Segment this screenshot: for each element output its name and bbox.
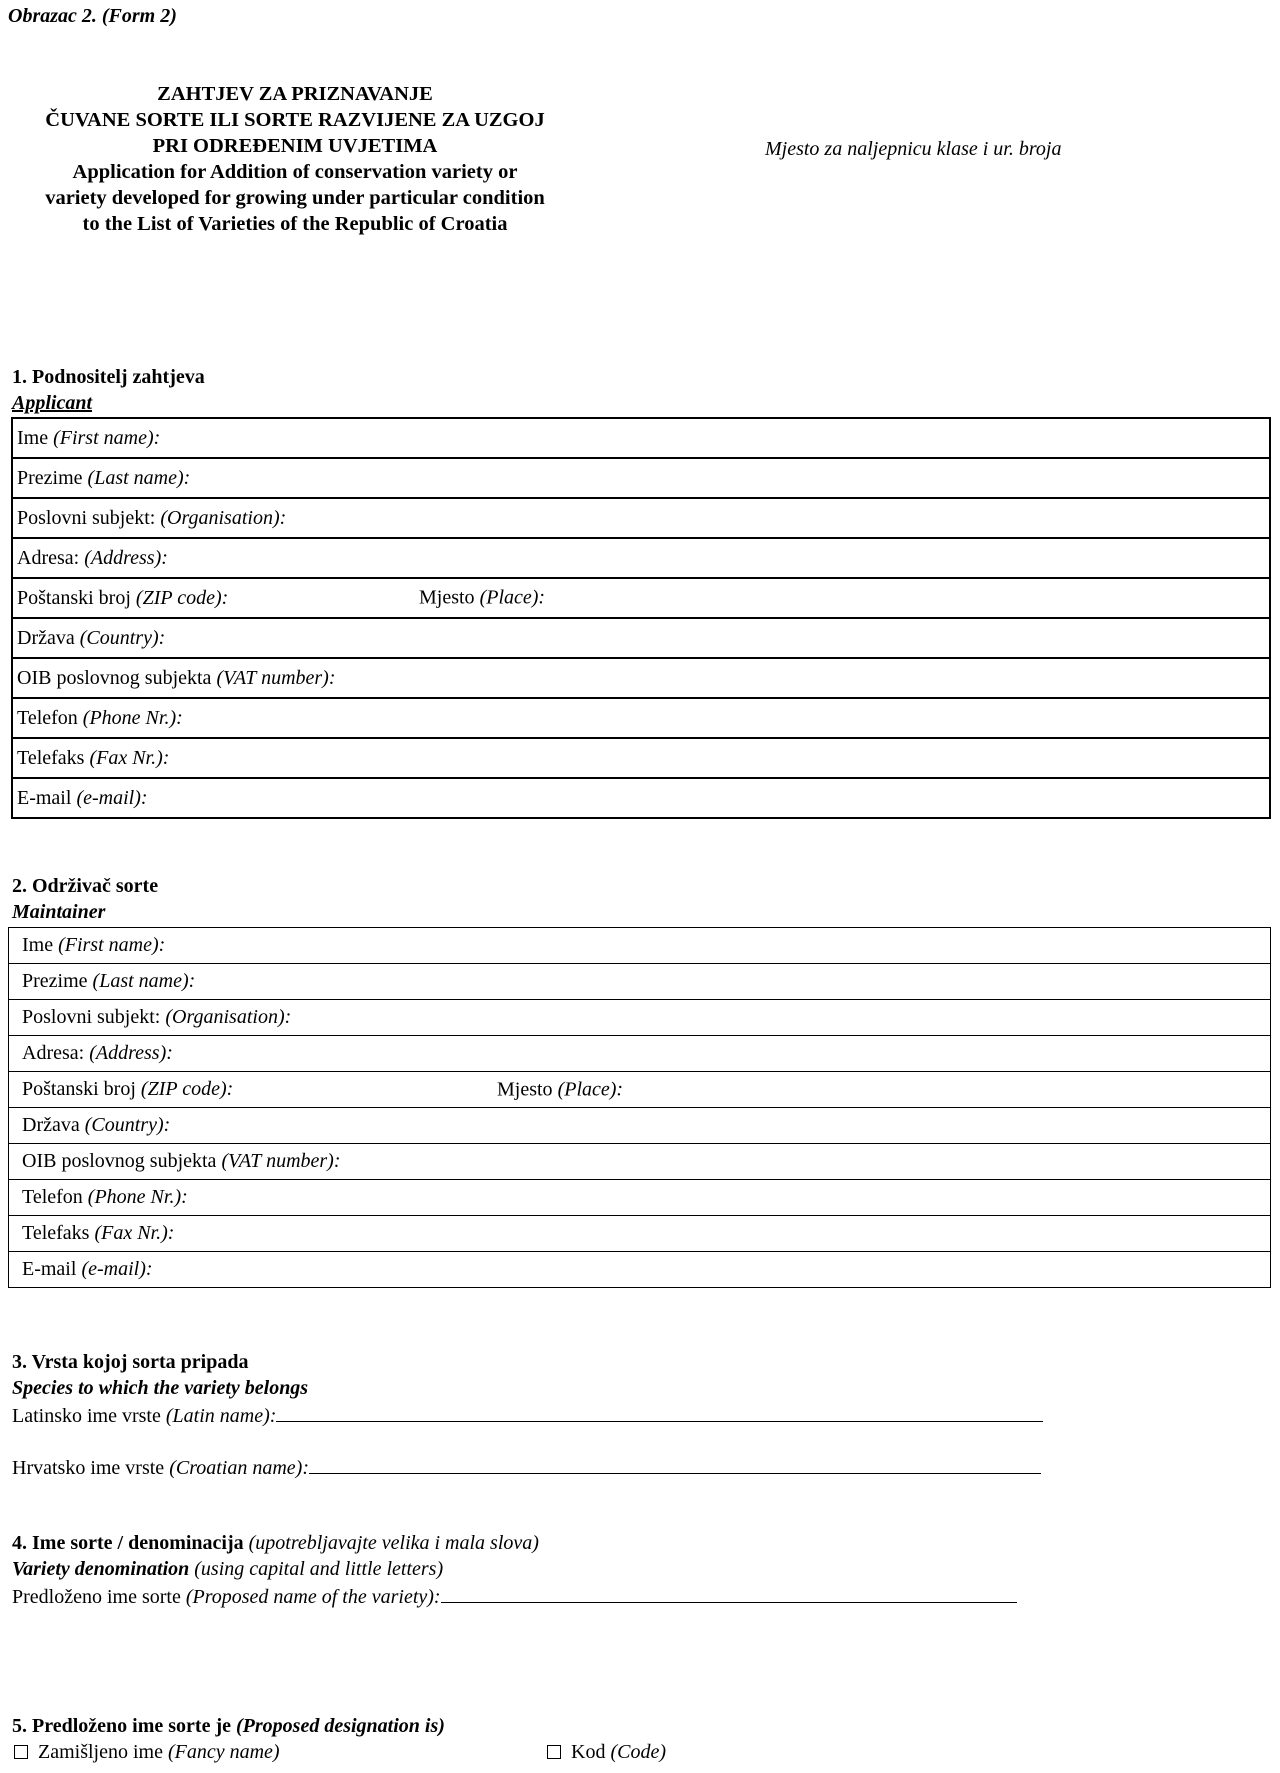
field-label-en: (Organisation): xyxy=(165,1006,292,1028)
form-row xyxy=(12,618,1270,658)
place-field[interactable] xyxy=(497,1078,623,1101)
code-option[interactable] xyxy=(547,1741,666,1764)
field-label: Telefaks xyxy=(22,1222,90,1244)
form-field[interactable] xyxy=(12,738,1270,778)
form-row xyxy=(9,1180,1271,1216)
section4-heading-note: (upotrebljavajte velika i mala slova) xyxy=(248,1532,539,1554)
document-title xyxy=(0,81,590,237)
croatian-name-field[interactable] xyxy=(12,1455,1041,1480)
applicant-table xyxy=(11,417,1271,819)
form-field[interactable] xyxy=(9,964,1271,1000)
field-label-en: (Place): xyxy=(479,586,546,609)
form-field[interactable] xyxy=(9,1144,1271,1180)
croatian-name-line[interactable] xyxy=(309,1455,1041,1474)
section4-subheading: Variety denomination xyxy=(12,1558,190,1580)
croatian-name-label: Hrvatsko ime vrste xyxy=(12,1457,165,1479)
form-row xyxy=(9,1108,1271,1144)
form-field[interactable] xyxy=(9,1216,1271,1252)
form-row xyxy=(9,1252,1271,1288)
section1-subheading: Applicant xyxy=(12,392,93,414)
form-field[interactable] xyxy=(9,928,1271,964)
form-field[interactable] xyxy=(12,418,1270,458)
field-label: Ime xyxy=(17,426,49,449)
title-line: to the List of Varieties of the Republic of Croatia xyxy=(82,213,508,235)
section4-subheading-note: (using capital and little letters) xyxy=(194,1558,444,1580)
field-label-en: (ZIP code): xyxy=(140,1078,234,1100)
field-label: Prezime xyxy=(17,466,83,489)
field-label: Država xyxy=(22,1114,80,1136)
field-label: Ime xyxy=(22,934,54,956)
form-row xyxy=(12,418,1270,458)
form-field[interactable] xyxy=(12,778,1270,818)
form-row xyxy=(9,1036,1271,1072)
form-row xyxy=(12,538,1270,578)
form-field[interactable] xyxy=(12,658,1270,698)
field-label: Poslovni subjekt: xyxy=(17,506,156,529)
title-line: PRI ODREĐENIM UVJETIMA xyxy=(152,135,438,157)
form-row xyxy=(12,498,1270,538)
fancy-name-label: Zamišljeno ime xyxy=(38,1741,163,1763)
field-label-en: (Address): xyxy=(89,1042,173,1064)
title-line: ČUVANE SORTE ILI SORTE RAZVIJENE ZA UZGOJ xyxy=(45,109,545,131)
form-field[interactable] xyxy=(12,618,1270,658)
latin-name-label: Latinsko ime vrste xyxy=(12,1405,161,1427)
form-row xyxy=(9,964,1271,1000)
section3-subheading: Species to which the variety belongs xyxy=(12,1377,309,1399)
form-field[interactable] xyxy=(12,538,1270,578)
fancy-name-option[interactable] xyxy=(14,1741,280,1764)
field-label: Prezime xyxy=(22,970,88,992)
form-field[interactable] xyxy=(12,498,1270,538)
latin-name-field[interactable] xyxy=(12,1403,1043,1428)
field-label: Telefon xyxy=(22,1186,83,1208)
form-row xyxy=(12,778,1270,818)
code-checkbox[interactable] xyxy=(547,1745,561,1759)
field-label-en: (Organisation): xyxy=(160,506,287,529)
section3-heading: 3. Vrsta kojoj sorta pripada xyxy=(12,1351,249,1373)
field-label-en: (ZIP code): xyxy=(135,586,229,609)
latin-name-label-en: (Latin name): xyxy=(165,1405,277,1427)
field-label: Država xyxy=(17,626,75,649)
title-line: variety developed for growing under particular condition xyxy=(45,187,545,209)
code-label: Kod xyxy=(571,1741,606,1763)
maintainer-table xyxy=(8,927,1271,1288)
field-label-en: (First name): xyxy=(53,426,161,449)
form-field[interactable] xyxy=(12,578,1270,618)
field-label-en: (Phone Nr.): xyxy=(82,706,183,729)
place-field[interactable] xyxy=(419,587,545,610)
field-label: Telefaks xyxy=(17,746,85,769)
latin-name-line[interactable] xyxy=(276,1403,1043,1422)
field-label-en: (VAT number): xyxy=(216,666,336,689)
form-row xyxy=(12,698,1270,738)
field-label: Telefon xyxy=(17,706,78,729)
field-label-en: (Fax Nr.): xyxy=(89,746,170,769)
form-row xyxy=(9,928,1271,964)
field-label-en: (VAT number): xyxy=(221,1150,341,1172)
field-label: OIB poslovnog subjekta xyxy=(22,1150,217,1172)
section4-subheading-row xyxy=(12,1558,443,1581)
field-label-en: (Address): xyxy=(84,546,168,569)
form-row xyxy=(12,658,1270,698)
field-label-en: (Country): xyxy=(79,626,166,649)
form-label: Obrazac 2. (Form 2) xyxy=(8,5,177,27)
form-field[interactable] xyxy=(12,458,1270,498)
field-label: E-mail xyxy=(22,1258,77,1280)
form-field[interactable] xyxy=(9,1180,1271,1216)
field-label: Poslovni subjekt: xyxy=(22,1006,161,1028)
section4-heading-row xyxy=(12,1532,539,1555)
croatian-name-label-en: (Croatian name): xyxy=(169,1457,309,1479)
form-field[interactable] xyxy=(9,1108,1271,1144)
form-field[interactable] xyxy=(9,1072,1271,1108)
title-line: ZAHTJEV ZA PRIZNAVANJE xyxy=(157,83,433,105)
section5-heading-row xyxy=(12,1715,445,1738)
field-label: Poštanski broj xyxy=(22,1078,136,1100)
form-row xyxy=(9,1000,1271,1036)
fancy-name-label-en: (Fancy name) xyxy=(167,1741,280,1763)
form-row xyxy=(9,1144,1271,1180)
proposed-name-line[interactable] xyxy=(441,1584,1017,1603)
title-line: Application for Addition of conservation variety or xyxy=(72,161,518,183)
section5-heading: 5. Predloženo ime sorte je xyxy=(12,1715,231,1737)
fancy-name-checkbox[interactable] xyxy=(14,1745,28,1759)
form-field[interactable] xyxy=(9,1000,1271,1036)
field-label: Adresa: xyxy=(22,1042,85,1064)
field-label-en: (First name): xyxy=(58,934,166,956)
form-row xyxy=(9,1072,1271,1108)
stamp-placeholder-note: Mjesto za naljepnicu klase i ur. broja xyxy=(765,138,1062,160)
field-label-en: (e-mail): xyxy=(76,786,148,809)
form-field[interactable] xyxy=(9,1252,1271,1288)
field-label: Mjesto xyxy=(497,1078,553,1100)
form-field[interactable] xyxy=(9,1036,1271,1072)
proposed-name-field[interactable] xyxy=(12,1584,1017,1609)
form-row xyxy=(12,738,1270,778)
field-label: Mjesto xyxy=(419,586,475,609)
form-row xyxy=(12,578,1270,618)
section4-heading: 4. Ime sorte / denominacija xyxy=(12,1532,244,1554)
field-label-en: (Fax Nr.): xyxy=(94,1222,175,1244)
form-row xyxy=(12,458,1270,498)
form-field[interactable] xyxy=(12,698,1270,738)
field-label-en: (Phone Nr.): xyxy=(87,1186,188,1208)
field-label-en: (e-mail): xyxy=(81,1258,153,1280)
field-label-en: (Country): xyxy=(84,1114,171,1136)
form-row xyxy=(9,1216,1271,1252)
proposed-name-label: Predloženo ime sorte xyxy=(12,1586,181,1608)
field-label: E-mail xyxy=(17,786,72,809)
field-label: OIB poslovnog subjekta xyxy=(17,666,212,689)
proposed-name-label-en: (Proposed name of the variety): xyxy=(185,1586,441,1608)
field-label: Poštanski broj xyxy=(17,586,131,609)
code-label-en: (Code) xyxy=(610,1741,666,1763)
field-label-en: (Last name): xyxy=(92,970,196,992)
field-label-en: (Place): xyxy=(557,1078,624,1100)
field-label-en: (Last name): xyxy=(87,466,191,489)
section5-heading-en: (Proposed designation is) xyxy=(236,1715,445,1737)
section2-heading: 2. Održivač sorte xyxy=(12,875,159,897)
section2-subheading: Maintainer xyxy=(12,901,106,923)
field-label: Adresa: xyxy=(17,546,80,569)
section1-heading: 1. Podnositelj zahtjeva xyxy=(12,366,205,388)
